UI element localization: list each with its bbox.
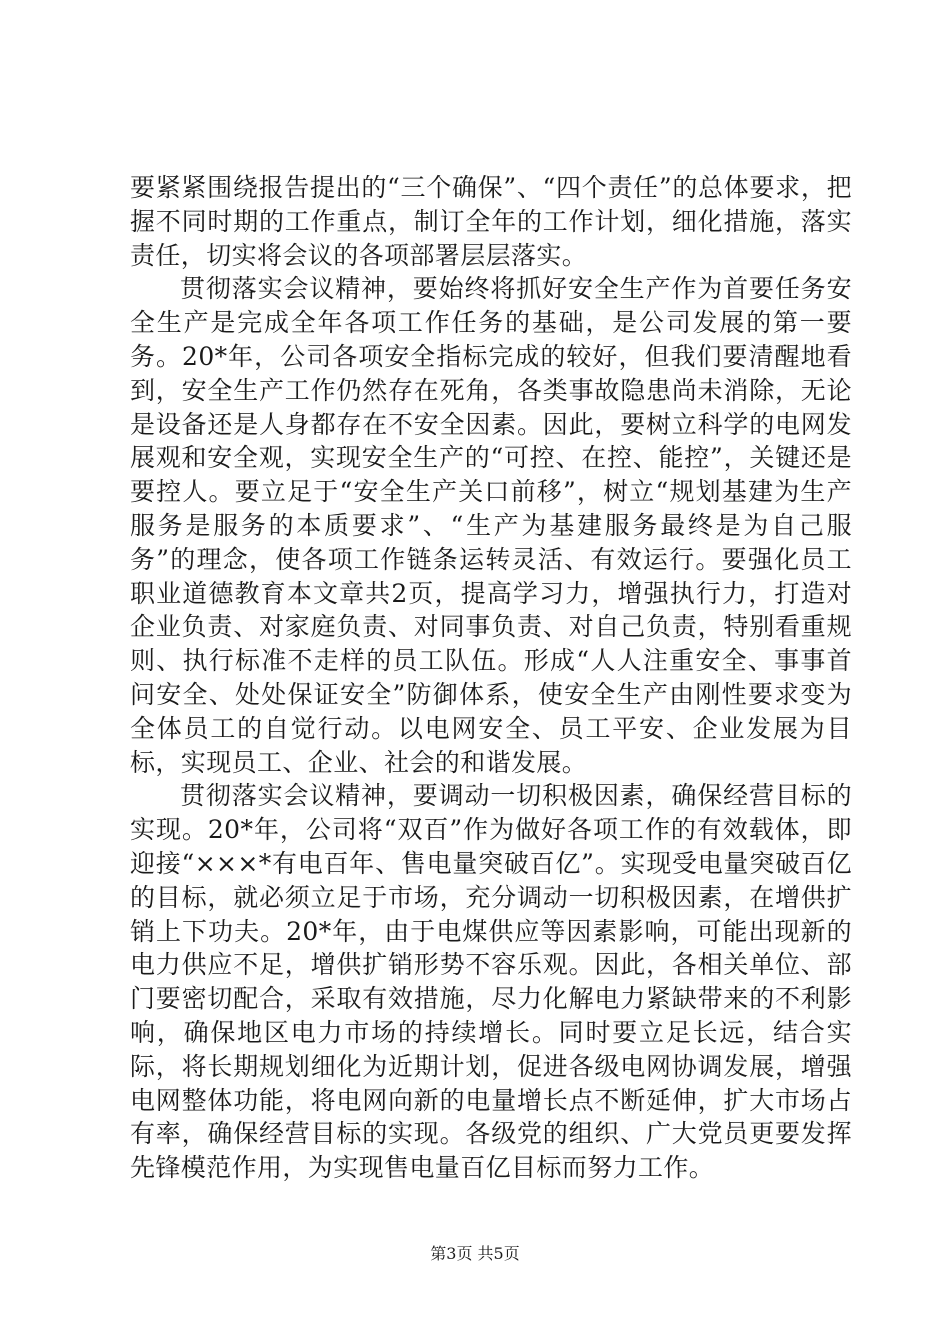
page-footer: 第3页 共5页	[430, 1244, 520, 1263]
paragraph-business-goals: 贯彻落实会议精神，要调动一切积极因素，确保经营目标的实现。20*年，公司将“双百”作为做好各项工作的有效载体，即迎接“×××*有电百年、售电量突破百亿”。实现受电量突破百亿的目标，就必须立足于市场，充分调动一切积极因素，在增供扩销上下功夫。20*年，由于电煤供应等因素影响，可能出现新的电力供应不足，增供扩销形势不容乐观。因此，各相关单位、部门要密切配合，采取有效措施，尽力化解电力紧缺带来的不利影响，确保地区电力市场的持续增长。同时要立足长远，结合实际，将长期规划细化为近期计划，促进各级电网协调发展，增强电网整体功能，将电网向新的电量增长点不断延伸，扩大市场占有率，确保经营目标的实现。各级党的组织、广大党员更要发挥先锋模范作用，为实现售电量百亿目标而努力工作。	[130, 781, 852, 1183]
document-body	[130, 171, 852, 1185]
paragraph-continued: 要紧紧围绕报告提出的“三个确保”、“四个责任”的总体要求，把握不同时期的工作重点，制订全年的工作计划，细化措施，落实责任，切实将会议的各项部署层层落实。	[130, 173, 852, 270]
paragraph-safety-production: 贯彻落实会议精神，要始终将抓好安全生产作为首要任务安全生产是完成全年各项工作任务的基础，是公司发展的第一要务。20*年，公司各项安全指标完成的较好，但我们要清醒地看到，安全生产工作仍然存在死角，各类事故隐患尚未消除，无论是设备还是人身都存在不安全因素。因此，要树立科学的电网发展观和安全观，实现安全生产的“可控、在控、能控”，关键还是要控人。要立足于“安全生产关口前移”，树立“规划基建为生产服务是服务的本质要求”、“生产为基建服务最终是为自己服务”的理念，使各项工作链条运转灵活、有效运行。要强化员工职业道德教育本文章共2页，提高学习力，增强执行力，打造对企业负责、对家庭负责、对同事负责、对自己负责，特别看重规则、执行标准不走样的员工队伍。形成“人人注重安全、事事首问安全、处处保证安全”防御体系，使安全生产由刚性要求变为全体员工的自觉行动。以电网安全、员工平安、企业发展为目标，实现员工、企业、社会的和谐发展。	[130, 274, 852, 777]
